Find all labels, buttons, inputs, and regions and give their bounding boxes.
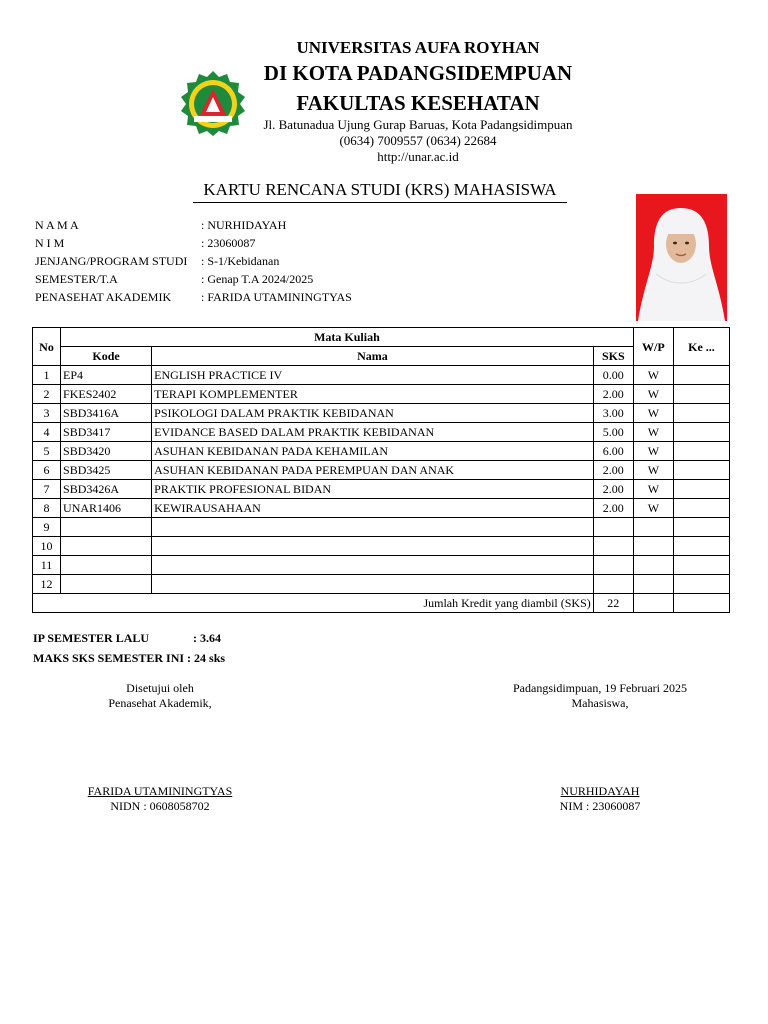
cell-wp [633,518,673,537]
header-nama: Nama [152,347,594,366]
cell-nama [152,556,594,575]
website: http://unar.ac.id [377,149,459,164]
cell-ke [673,423,729,442]
document-title: KARTU RENCANA STUDI (KRS) MAHASISWA [203,180,557,199]
cell-nama [152,575,594,594]
maks-sks: MAKS SKS SEMESTER INI : 24 sks [33,651,226,665]
title-underline [193,202,567,203]
student-info-row [35,216,352,234]
student-info-label: JENJANG/PROGRAM STUDI [35,254,188,268]
table-row [33,499,730,518]
table-row [33,575,730,594]
student-info-label: N I M [35,236,65,250]
cell-ke [673,366,729,385]
total-ke-cell [673,594,729,613]
cell-nama: KEWIRAUSAHAAN [152,499,594,518]
cell-sks: 6.00 [593,442,633,461]
cell-nama: EVIDANCE BASED DALAM PRAKTIK KEBIDANAN [152,423,594,442]
cell-ke [673,556,729,575]
cell-kode [61,537,152,556]
cell-wp: W [633,423,673,442]
table-row [33,518,730,537]
cell-ke [673,442,729,461]
cell-wp: W [633,499,673,518]
student-info-value: : NURHIDAYAH [201,218,287,232]
header-ke: Ke ... [673,328,729,366]
student-info-value: : S-1/Kebidanan [201,254,280,268]
city-line: DI KOTA PADANGSIDEMPUAN [263,61,573,85]
student-info-label: PENASEHAT AKADEMIK [35,290,172,304]
cell-ke [673,461,729,480]
cell-sks [593,518,633,537]
cell-kode: SBD3420 [61,442,152,461]
cell-kode: EP4 [61,366,152,385]
cell-no: 11 [33,556,61,575]
total-label: Jumlah Kredit yang diambil (SKS) [33,594,594,613]
cell-no: 6 [33,461,61,480]
cell-kode: SBD3416A [61,404,152,423]
total-value: 22 [593,594,633,613]
cell-wp: W [633,366,673,385]
cell-nama: PSIKOLOGI DALAM PRAKTIK KEBIDANAN [152,404,594,423]
table-row [33,404,730,423]
cell-sks [593,556,633,575]
cell-wp [633,556,673,575]
cell-kode: SBD3417 [61,423,152,442]
cell-no: 7 [33,480,61,499]
krs-table [32,327,730,613]
cell-nama [152,518,594,537]
cell-wp: W [633,404,673,423]
place-date: Padangsidimpuan, 19 Februari 2025 [513,681,687,695]
cell-ke [673,518,729,537]
cell-wp: W [633,385,673,404]
address: Jl. Batunadua Ujung Gurap Baruas, Kota Padangsidimpuan [263,117,573,132]
cell-kode [61,575,152,594]
table-row [33,366,730,385]
total-wp-cell [633,594,673,613]
university-name: UNIVERSITAS AUFA ROYHAN [296,38,540,57]
ip-label: IP SEMESTER LALU [33,631,150,645]
ip-value: : 3.64 [193,631,221,645]
table-row [33,442,730,461]
student-info [35,216,352,306]
header-sks: SKS [593,347,633,366]
student-info-label: SEMESTER/T.A [35,272,118,286]
cell-ke [673,385,729,404]
cell-nama: ASUHAN KEBIDANAN PADA KEHAMILAN [152,442,594,461]
cell-no: 4 [33,423,61,442]
table-row [33,385,730,404]
cell-wp: W [633,442,673,461]
student-info-row [35,234,352,252]
cell-sks [593,575,633,594]
table-row [33,461,730,480]
phone: (0634) 7009557 (0634) 22684 [339,133,497,148]
cell-ke [673,537,729,556]
cell-kode [61,518,152,537]
cell-nama [152,537,594,556]
cell-no: 1 [33,366,61,385]
cell-no: 2 [33,385,61,404]
cell-ke [673,404,729,423]
header-mata-kuliah: Mata Kuliah [61,328,634,347]
advisor-nidn: NIDN : 0608058702 [110,799,210,813]
table-row [33,480,730,499]
table-row [33,423,730,442]
cell-kode: SBD3425 [61,461,152,480]
cell-no: 10 [33,537,61,556]
student-info-row [35,270,352,288]
cell-sks: 2.00 [593,385,633,404]
cell-nama: ASUHAN KEBIDANAN PADA PEREMPUAN DAN ANAK [152,461,594,480]
faculty-name: FAKULTAS KESEHATAN [296,91,540,115]
student-info-value: : 23060087 [201,236,256,250]
advisor-title: Penasehat Akademik, [108,696,212,710]
student-title: Mahasiswa, [571,696,629,710]
cell-no: 12 [33,575,61,594]
cell-wp [633,537,673,556]
cell-kode: SBD3426A [61,480,152,499]
approved-by: Disetujui oleh [126,681,194,695]
cell-nama: TERAPI KOMPLEMENTER [152,385,594,404]
cell-sks: 0.00 [593,366,633,385]
cell-sks [593,537,633,556]
cell-ke [673,480,729,499]
cell-ke [673,575,729,594]
cell-no: 3 [33,404,61,423]
student-info-label: N A M A [35,218,79,232]
cell-sks: 3.00 [593,404,633,423]
cell-kode: UNAR1406 [61,499,152,518]
cell-no: 9 [33,518,61,537]
student-info-value: : FARIDA UTAMININGTYAS [201,290,352,304]
table-row [33,537,730,556]
student-info-value: : Genap T.A 2024/2025 [201,272,314,286]
cell-ke [673,499,729,518]
student-info-row [35,288,352,306]
cell-wp: W [633,480,673,499]
header-wp: W/P [633,328,673,366]
cell-kode: FKES2402 [61,385,152,404]
advisor-name: FARIDA UTAMININGTYAS [87,784,233,798]
cell-nama: PRAKTIK PROFESIONAL BIDAN [152,480,594,499]
student-photo [636,194,727,321]
student-nim: NIM : 23060087 [559,799,641,813]
cell-no: 5 [33,442,61,461]
student-signature-name: NURHIDAYAH [560,784,640,798]
cell-sks: 2.00 [593,480,633,499]
cell-kode [61,556,152,575]
header-kode: Kode [61,347,152,366]
cell-no: 8 [33,499,61,518]
cell-wp [633,575,673,594]
student-info-row [35,252,352,270]
table-row [33,556,730,575]
cell-sks: 2.00 [593,461,633,480]
cell-nama: ENGLISH PRACTICE IV [152,366,594,385]
header-no: No [33,328,61,366]
cell-sks: 2.00 [593,499,633,518]
cell-sks: 5.00 [593,423,633,442]
cell-wp: W [633,461,673,480]
